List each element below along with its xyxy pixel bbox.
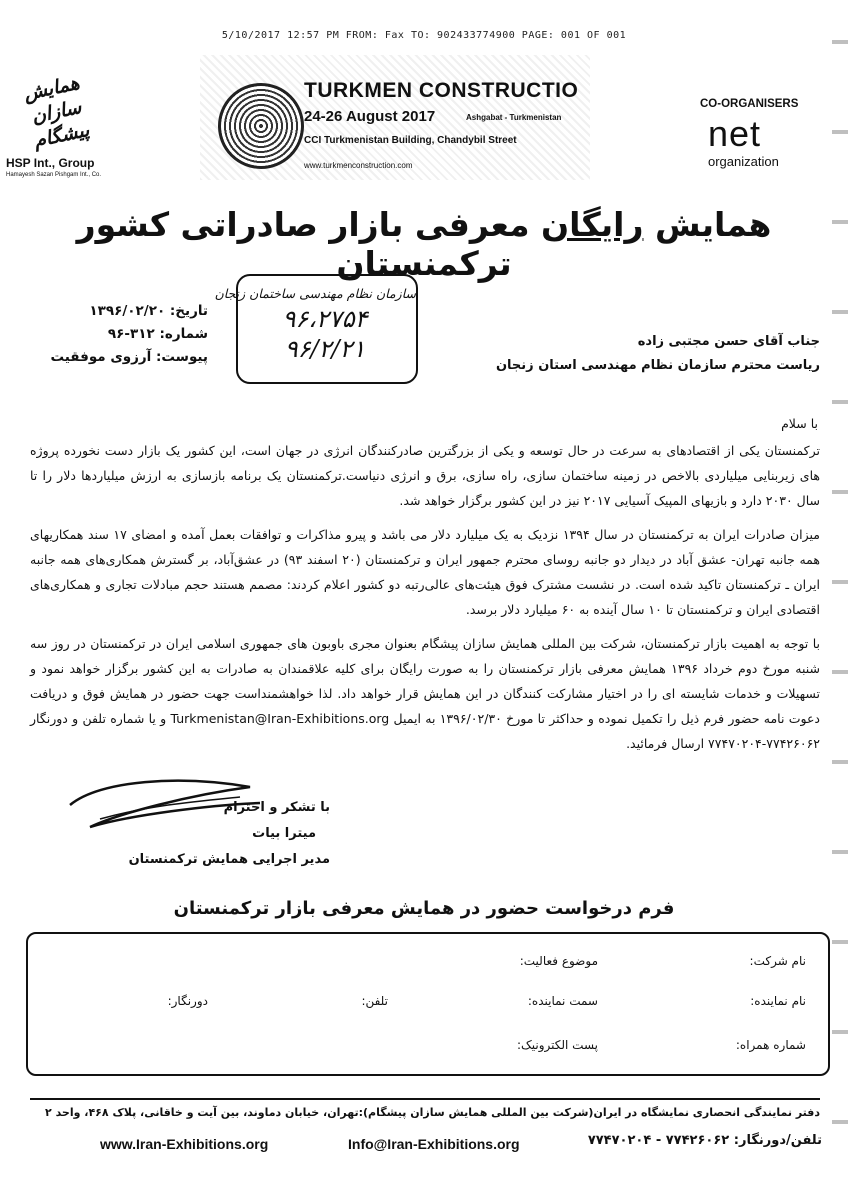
signature-name: میترا بیات [252, 826, 316, 841]
stamp-reg-date: ۹۶/۲/۲۱ [284, 335, 366, 363]
footer-divider [30, 1098, 820, 1100]
email-label: پست الکترونیک: [516, 1038, 598, 1052]
co-organisers-logo [700, 98, 820, 178]
banner-emblem [218, 83, 304, 169]
signature-role: مدیر اجرایی همایش ترکمنستان [128, 852, 330, 867]
main-title-underlined: رایگان [541, 205, 644, 244]
registration-stamp [214, 274, 418, 384]
event-name: TURKMEN CONSTRUCTIO [304, 79, 579, 102]
signature-closing: با تشکر و احترام [223, 800, 330, 815]
footer-email: Info@Iran-Exhibitions.org [348, 1136, 520, 1152]
paragraph-2: میزان صادرات ایران به ترکمنستان در سال ۱۳۹۴ نزدیک به یک میلیارد دلار می باشد و پیرو مذاکرات و توافقات بعمل آمده و امضای ۱۷ سند همکاریهای همه جانبه تهران- عشق آباد در دیدار دو جانبه روسای محترم جمهور ایران و ترکمنستان (۲۰ اسفند ۹۳) در عشق‌آباد، بر گسترش همکاری‌های همه جانبه ایران ـ ترکمنستان تاکید شده است. در نشست مشترک فوق هیئت‌های عالی‌رتبه دو کشور اعلام کردند: مصمم هستند حجم مبادلات تجاری و همکاری‌های اقتصادی ایران و ترکمنستان تا ۱۰ سال آینده به ۶۰ میلیارد دلار برسد. [30, 527, 821, 617]
net-logo-name: net [708, 113, 762, 154]
hsp-logo-name: HSP Int., Group [6, 156, 95, 170]
footer-phone: تلفن/دورنگار: ۷۷۴۲۶۰۶۲ - ۷۷۴۷۰۲۰۴ [587, 1133, 822, 1148]
doc-date: تاریخ: ۱۳۹۶/۰۲/۲۰ [89, 303, 208, 319]
stamp-org: سازمان نظام مهندسی ساختمان زنجان [214, 286, 416, 301]
main-title-pre: همایش [643, 205, 772, 244]
main-title [0, 205, 848, 283]
hsp-logo [4, 68, 114, 183]
footer-website: www.Iran-Exhibitions.org [100, 1136, 269, 1152]
main-title-post: معرفی بازار صادراتی کشور ترکمنستان [76, 205, 541, 283]
doc-info [30, 300, 208, 369]
company-label: نام شرکت: [749, 954, 806, 968]
registration-form [26, 932, 830, 1076]
paragraph-1: ترکمنستان یکی از اقتصادهای به سرعت در حال توسعه و یکی از بزرگترین صادرکنندگان انرژی در جهان است، این کشور یک بازار دست نخورده پروژه های زیربنایی میلیاردی بالاخص در زمینه ساختمان سازی، راه سازی، برق و انرژی دنیاست.ترکمنستان یک برنامه بازسازی به ارزش میلیاردها دلار را تا سال ۲۰۳۰ دارد و بازیهای المپیک آسیایی ۲۰۱۷ نیز در این کشور برگزار خواهد شد. [30, 443, 820, 508]
event-banner [200, 55, 590, 180]
paragraph-3: با توجه به اهمیت بازار ترکمنستان، شرکت بین المللی همایش سازان پیشگام بعنوان مجری باوبون های جمهوری اسلامی ایران در ترکمنستان در روز سه شنبه مورخ دوم خرداد ۱۳۹۶ همایش معرفی بازار ترکمنستان را به صورت رایگان برای کلیه علاقمندان به صادرات به این کشور برگزار خواهد نمود و تسهیلات و خدمات شایسته ای را در اختیار مشارکت کنندگان در این همایش قرار خواهد داد. لذا خواهشمنداست جهت حضور در همایش فوق و دریافت دعوت نامه حضور فرم ذیل را تکمیل نموده و حداکثر تا مورخ ۱۳۹۶/۰۲/۳۰ به ایمیل Turkmenistan@Iran-Exhibitions.org و یا شماره تلفن و دورنگار ۷۷۴۲۶۰۶۲-۷۷۴۷۰۲۰۴ ارسال فرمائید. [30, 636, 821, 751]
fax-header: 5/10/2017 12:57 PM FROM: Fax TO: 902433774900 PAGE: 001 OF 001 [221, 30, 627, 41]
event-dates: 24-26 August 2017 [304, 108, 436, 125]
recipient-name: جناب آقای حسن مجتبی زاده [637, 334, 820, 349]
co-organisers-caption: CO-ORGANISERS [700, 98, 799, 110]
greeting: با سلام [781, 416, 818, 431]
phone-label: تلفن: [361, 994, 388, 1008]
recipient [470, 330, 820, 378]
activity-label: موضوع فعالیت: [519, 954, 598, 968]
event-website: www.turkmenconstruction.com [304, 161, 413, 170]
hsp-logo-script: همایش سازان پیشگام [21, 71, 92, 153]
event-city: Ashgabat - Turkmenistan [466, 113, 562, 122]
footer-office: دفتر نمایندگی انحصاری نمایشگاه در ایران(شرکت بین المللی همایش سازان پیشگام):تهران، خیابان دماوند، بین آیت و خاقانی، پلاک ۴۶۸، واحد ۲ [45, 1106, 820, 1119]
hsp-logo-subtitle: Hamayesh Sazan Pishgam Int., Co. [6, 172, 102, 178]
net-logo-subtitle: organization [708, 154, 779, 169]
recipient-title: ریاست محترم سازمان نظام مهندسی استان زنجان [495, 358, 820, 373]
stamp-reg-no: ۹۶،۲۷۵۴ [282, 305, 368, 333]
fax-label: دورنگار: [167, 994, 208, 1008]
doc-attachment: پیوست: آرزوی موفقیت [50, 349, 208, 365]
position-label: سمت نماینده: [527, 994, 598, 1008]
handwritten-signature [60, 775, 270, 835]
representative-label: نام نماینده: [750, 994, 806, 1008]
event-venue: CCI Turkmenistan Building, Chandybil Street [304, 135, 517, 146]
scan-edge-noise [832, 0, 848, 1200]
mobile-label: شماره همراه: [735, 1038, 806, 1052]
form-title: فرم درخواست حضور در همایش معرفی بازار ترکمنستان [173, 898, 675, 919]
letter-body [30, 438, 820, 765]
doc-number: شماره: ۳۱۲-۹۶ [107, 326, 208, 342]
